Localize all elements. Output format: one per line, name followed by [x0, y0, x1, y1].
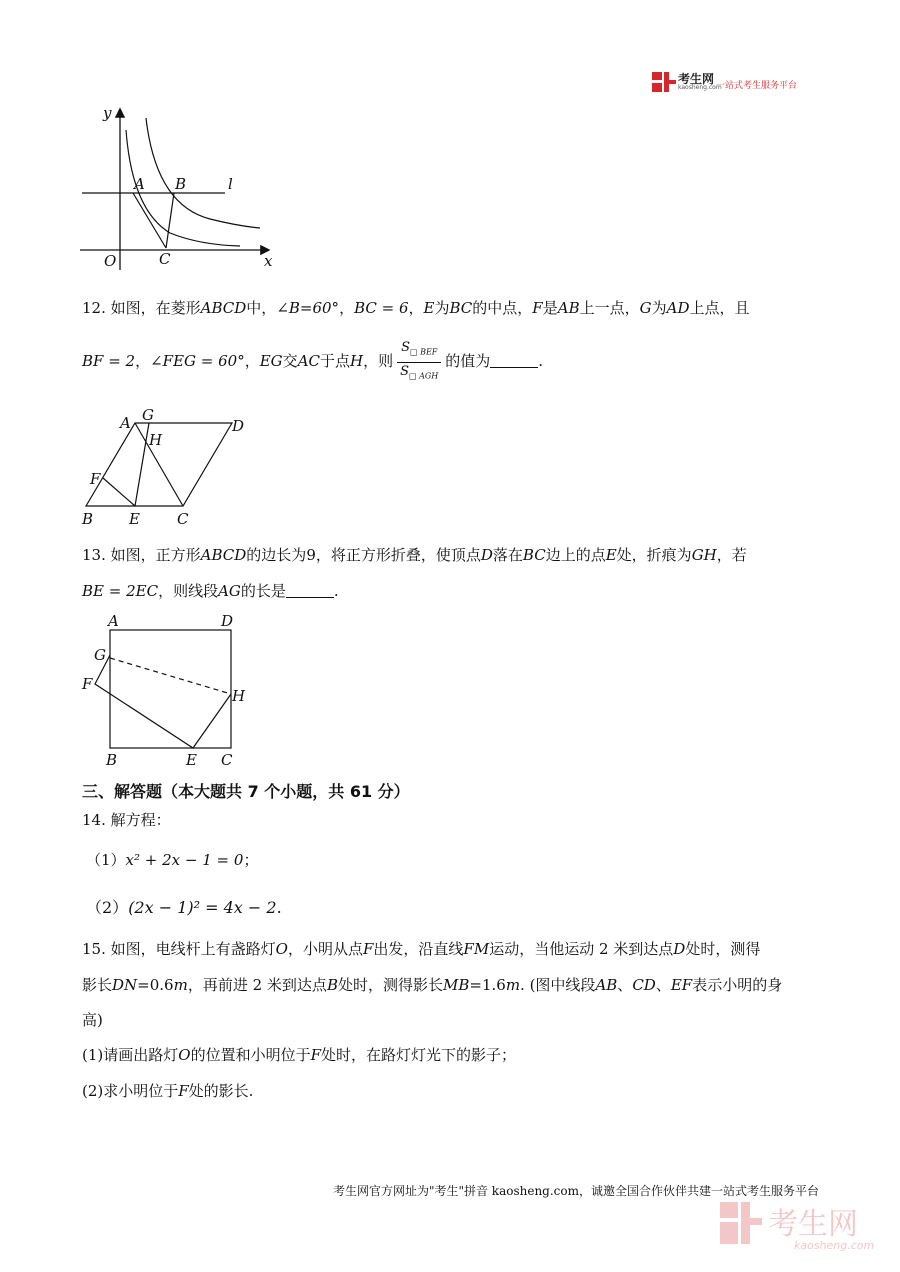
q13-line2: BE = 2EC，则线段AG的长是 .	[82, 582, 339, 600]
q12-line2: BF = 2，∠FEG = 60°，EG交AC于点H，则 $\frac{S_{□ BEF}}{S_{□ AGH}}$ 的值为 .	[82, 335, 543, 387]
header-brand: 考生网	[678, 72, 715, 86]
q15-line3: 高)	[82, 1011, 103, 1029]
figure-q12-rhombus	[78, 402, 278, 530]
q14-title: 14. 解方程：	[82, 811, 171, 829]
label-a: A	[108, 612, 119, 630]
watermark-domain: kaosheng.com	[794, 1239, 875, 1252]
outer-curve	[146, 118, 260, 228]
label-a: A	[134, 175, 145, 193]
q13-line1: 13. 如图，正方形ABCD的边长为9，将正方形折叠，使顶点D落在BC边上的点E处，折痕为GH，若	[82, 546, 747, 564]
label-d: D	[221, 612, 234, 630]
label-l: l	[228, 175, 233, 193]
segment-ac	[133, 193, 166, 248]
label-y: y	[103, 104, 112, 122]
label-c: C	[221, 751, 233, 769]
watermark-logo-icon	[720, 1202, 762, 1244]
label-o: O	[104, 252, 117, 270]
label-c: C	[159, 250, 171, 268]
square-abcd	[110, 630, 231, 748]
answer-blank	[286, 583, 334, 598]
q14-part2: （2）(2x − 1)² = 4x − 2.	[86, 898, 282, 917]
label-b: B	[106, 751, 118, 769]
label-h: H	[149, 431, 163, 449]
label-f: F	[82, 675, 93, 693]
q15-line1: 15. 如图，电线杆上有盏路灯O，小明从点F出发，沿直线FM运动，当他运动 2 米到达点D处时，测得	[82, 940, 761, 958]
footer-text: 考生网官方网址为"考生"拼音 kaosheng.com，诚邀全国合作伙伴共建一站式考生服务平台	[332, 1184, 819, 1198]
label-b: B	[175, 175, 187, 193]
label-f: F	[90, 470, 101, 488]
label-c: C	[177, 510, 189, 528]
area-ratio-fraction: $\frac{S_{□ BEF}}{S_{□ AGH}}$	[397, 340, 441, 384]
folded-edges	[95, 655, 231, 748]
watermark	[716, 1200, 876, 1252]
q15-sub2: (2)求小明位于F处的影长.	[82, 1082, 254, 1100]
label-a: A	[120, 414, 131, 432]
segment-fe	[103, 478, 135, 506]
header-slogan: 一站式考生服务平台	[716, 81, 798, 91]
label-x: x	[264, 252, 273, 270]
figure-q11-graph	[70, 100, 290, 272]
q15-sub1: (1)请画出路灯O的位置和小明位于F处时，在路灯灯光下的影子；	[82, 1046, 517, 1064]
watermark-brand: 考生网	[768, 1207, 858, 1242]
figure-q13-square	[78, 610, 268, 770]
label-g: G	[142, 406, 154, 424]
header-domain: kaosheng.com	[678, 84, 722, 91]
section-title: 三、解答题（本大题共 7 个小题，共 61 分）	[82, 782, 410, 801]
segment-bc	[166, 193, 174, 248]
label-g: G	[94, 646, 106, 664]
q15-line2: 影长DN=0.6m，再前进 2 米到达点B处时，测得影长MB=1.6m. (图中线段AB、CD、EF表示小明的身	[82, 976, 783, 994]
label-d: D	[232, 417, 245, 435]
label-b: B	[82, 510, 94, 528]
kaosheng-logo-icon	[652, 72, 676, 92]
answer-blank	[490, 353, 538, 368]
label-h: H	[232, 687, 246, 705]
q14-part1: （1）x² + 2x − 1 = 0；	[86, 851, 259, 869]
fold-crease-gh	[110, 658, 231, 694]
label-e: E	[129, 510, 140, 528]
label-e: E	[186, 751, 197, 769]
q12-line1: 12. 如图，在菱形ABCD中，∠B=60°，BC = 6，E为BC的中点，F是AB上一点，G为AD上点，且	[82, 299, 750, 317]
